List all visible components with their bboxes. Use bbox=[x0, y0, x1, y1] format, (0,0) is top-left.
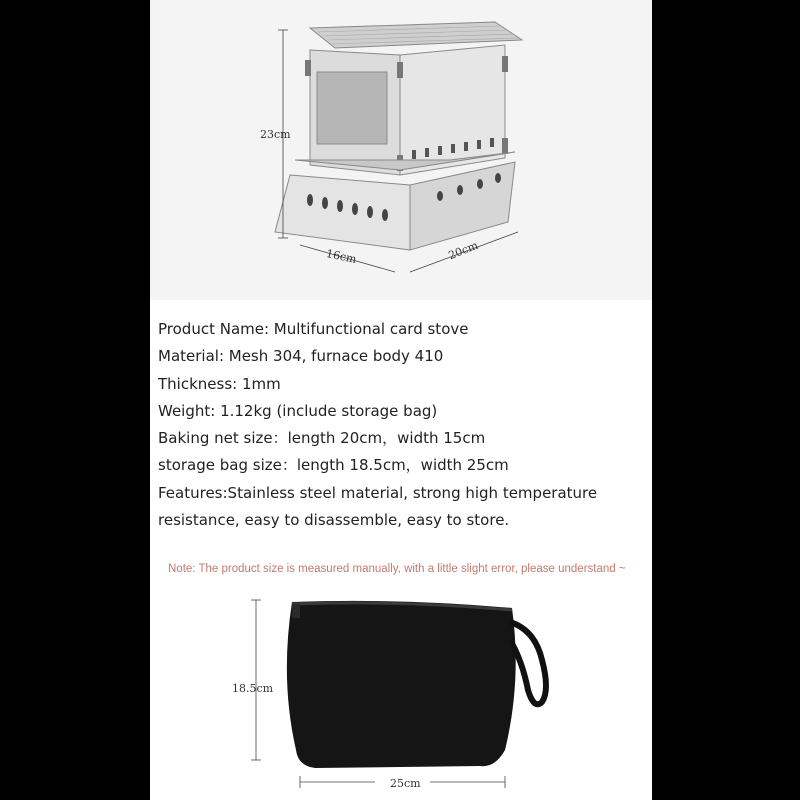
spec-product-name: Product Name: Multifunctional card stove bbox=[158, 320, 469, 338]
spec-list bbox=[158, 316, 648, 534]
spec-thickness: Thickness: 1mm bbox=[158, 374, 281, 393]
bag-width-label: 25cm bbox=[390, 777, 421, 790]
spec-features: Features:Stainless steel material, strong high temperature resistance, easy to disassemble, easy to store. bbox=[158, 483, 598, 530]
stove-height-label: 23cm bbox=[260, 128, 291, 141]
storage-bag-illustration bbox=[150, 590, 652, 800]
stove-width-label: 20cm bbox=[446, 238, 480, 263]
stove-depth-label: 16cm bbox=[324, 246, 358, 267]
spec-baking-net-size: Baking net size：length 20cm，width 15cm bbox=[158, 429, 486, 448]
spec-weight: Weight: 1.12kg (include storage bag) bbox=[158, 401, 438, 420]
stove-image bbox=[150, 0, 652, 300]
size-note: Note: The product size is measured manually, with a little slight error, please understand ~ bbox=[168, 563, 626, 575]
stove-illustration bbox=[150, 0, 652, 300]
spec-material: Material: Mesh 304, furnace body 410 bbox=[158, 347, 444, 366]
product-page bbox=[150, 0, 652, 800]
bag-height-label: 18.5cm bbox=[232, 682, 274, 695]
spec-storage-bag-size: storage bag size：length 18.5cm，width 25cm bbox=[158, 456, 509, 475]
